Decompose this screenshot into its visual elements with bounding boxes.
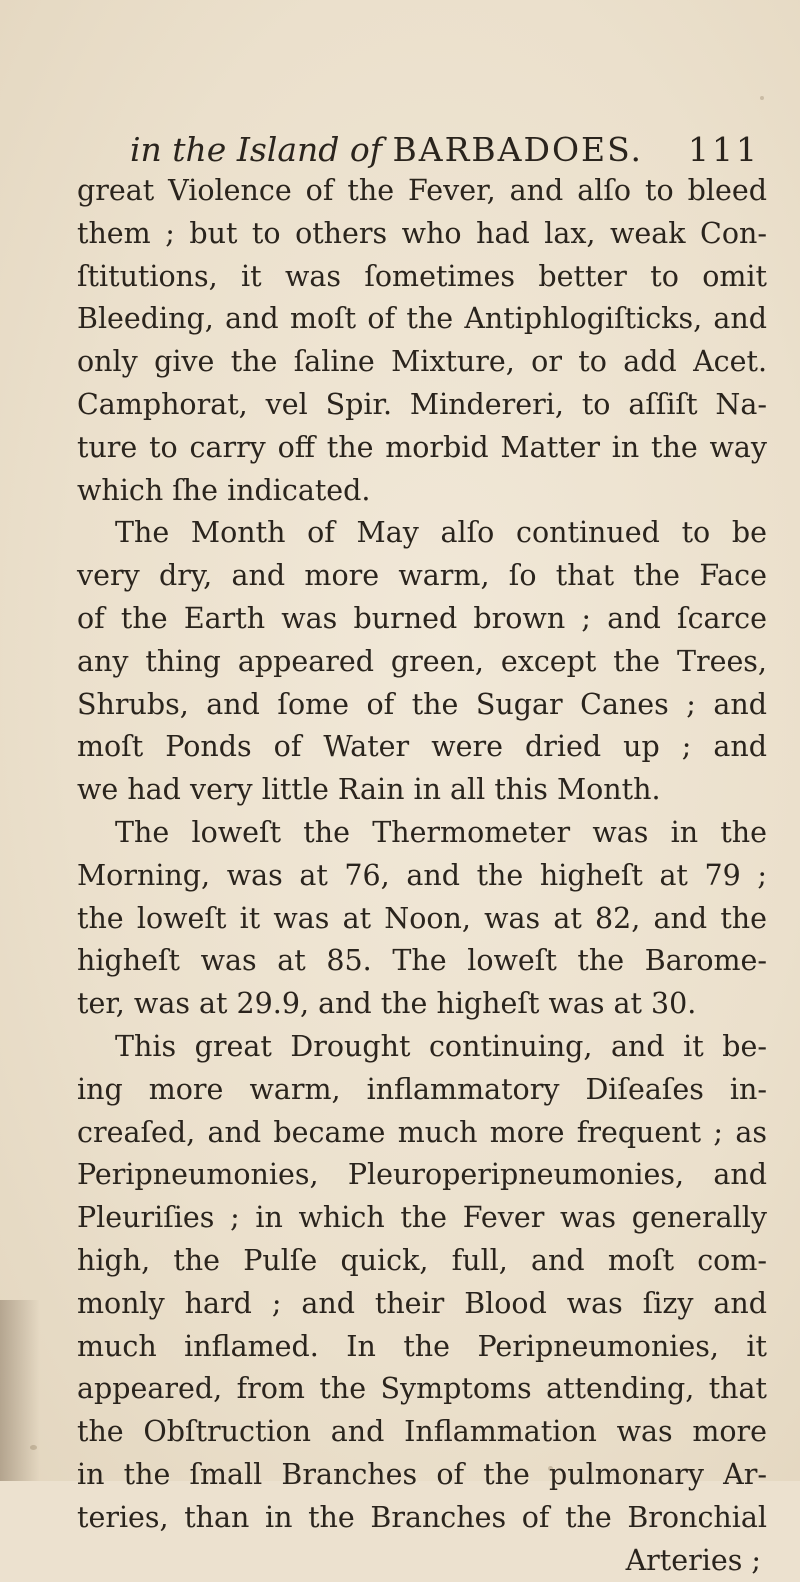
text-line: Peripneumonies, Pleuroperipneumonies, and — [77, 1154, 767, 1197]
text-line: Pleuriſies ; in which the Fever was generally — [77, 1197, 767, 1240]
text-line: them ; but to others who had lax, weak Con- — [77, 213, 767, 256]
paragraph-start: The loweſt the Thermometer was in the — [77, 812, 767, 855]
text-line: moſt Ponds of Water were dried up ; and — [77, 726, 767, 769]
body-text — [77, 170, 767, 1582]
text-line: Camphorat, vel Spir. Mindereri, to aſſiſt Na- — [77, 384, 767, 427]
text-line: Morning, was at 76, and the higheſt at 79 ; — [77, 855, 767, 898]
text-line: teries, than in the Branches of the Bronchial — [77, 1497, 767, 1540]
text-line: very dry, and more warm, ſo that the Face — [77, 555, 767, 598]
running-header — [130, 130, 760, 170]
text-line: in the ſmall Branches of the pulmonary Ar- — [77, 1454, 767, 1497]
text-line: ing more warm, inflammatory Diſeaſes in- — [77, 1069, 767, 1112]
text-line: high, the Pulſe quick, full, and moſt com- — [77, 1240, 767, 1283]
text-line: higheſt was at 85. The loweſt the Barome- — [77, 940, 767, 983]
text-line: ture to carry off the morbid Matter in the way — [77, 427, 767, 470]
text-line: ſtitutions, it was ſometimes better to omit — [77, 256, 767, 299]
text-line: great Violence of the Fever, and alſo to bleed — [77, 170, 767, 213]
running-title-place: BARBADOES. — [392, 130, 643, 169]
paragraph-start: This great Drought continuing, and it be- — [77, 1026, 767, 1069]
page-edge-shadow — [0, 1300, 40, 1481]
text-line: the Obſtruction and Inflammation was more — [77, 1411, 767, 1454]
text-line: only give the ſaline Mixture, or to add Acet. — [77, 341, 767, 384]
paragraph-start: The Month of May alſo continued to be — [77, 512, 767, 555]
text-line: which ſhe indicated. — [77, 470, 767, 513]
text-line: Bleeding, and moſt of the Antiphlogiſticks, and — [77, 298, 767, 341]
text-line: ter, was at 29.9, and the higheſt was at 30. — [77, 983, 767, 1026]
paper-speck — [760, 96, 764, 100]
text-line: creaſed, and became much more frequent ; as — [77, 1112, 767, 1155]
running-title: in the Island of — [130, 130, 382, 169]
page-number: 111 — [688, 130, 760, 170]
text-line: appeared, from the Symptoms attending, that — [77, 1368, 767, 1411]
paper-speck — [548, 1466, 553, 1471]
text-line: any thing appeared green, except the Trees, — [77, 641, 767, 684]
text-line: much inflamed. In the Peripneumonies, it — [77, 1326, 767, 1369]
text-line: the loweſt it was at Noon, was at 82, and the — [77, 898, 767, 941]
text-line: Shrubs, and ſome of the Sugar Canes ; and — [77, 684, 767, 727]
text-line: we had very little Rain in all this Month. — [77, 769, 767, 812]
text-line: of the Earth was burned brown ; and ſcarce — [77, 598, 767, 641]
text-line: monly hard ; and their Blood was ſizy and — [77, 1283, 767, 1326]
catchword: Arteries ; — [77, 1540, 767, 1582]
